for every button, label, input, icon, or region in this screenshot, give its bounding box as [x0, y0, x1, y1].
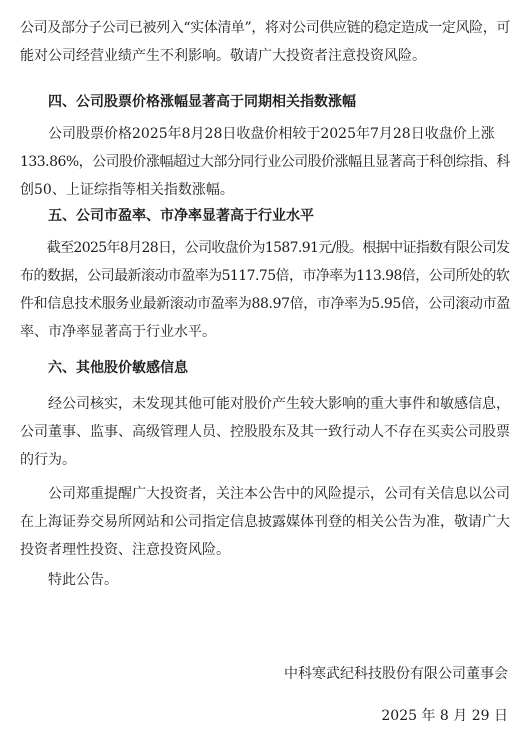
intro-paragraph — [20, 14, 510, 70]
section-4-paragraph — [20, 120, 510, 204]
reminder-line: 投资者理性投资、注意投资风险。 — [20, 542, 230, 558]
section-6-line: 公司董事、监事、高级管理人员、控股股东及其一致行动人不存在买卖公司股票 — [20, 424, 510, 440]
section-6-line: 的行为。 — [20, 452, 76, 468]
section-6-paragraph — [20, 390, 510, 474]
intro-line: 能对公司经营业绩产生不利影响。敬请广大投资者注意投资风险。 — [20, 48, 426, 64]
section-4-heading: 四、公司股票价格涨幅显著高于同期相关指数涨幅 — [48, 94, 356, 110]
section-5-paragraph — [20, 234, 510, 346]
section-6-heading: 六、其他股价敏感信息 — [48, 360, 188, 376]
closing-line: 特此公告。 — [20, 572, 118, 588]
section-4-line: 创50、上证综指等相关指数涨幅。 — [20, 182, 234, 198]
section-5-line: 件和信息技术服务业最新滚动市盈率为88.97倍，市净率为5.95倍，公司滚动市盈 — [20, 296, 510, 312]
intro-line: 公司及部分子公司已被列入“实体清单”，将对公司供应链的稳定造成一定风险，可 — [20, 20, 510, 36]
section-5-heading: 五、公司市盈率、市净率显著高于行业水平 — [48, 208, 314, 224]
section-4-line: 133.86%，公司股价涨幅超过大部分同行业公司股价涨幅且显著高于科创综指、科 — [20, 154, 510, 170]
section-6-line: 经公司核实，未发现其他可能对股价产生较大影响的重大事件和敏感信息， — [20, 396, 510, 412]
signature-date: 2025 年 8 月 29 日 — [381, 708, 508, 724]
section-5-line: 截至2025年8月28日，公司收盘价为1587.91元/股。根据中证指数有限公司发 — [20, 240, 510, 256]
reminder-line: 公司郑重提醒广大投资者，关注本公告中的风险提示，公司有关信息以公司 — [20, 486, 510, 502]
section-4-line: 公司股票价格2025年8月28日收盘价相较于2025年7月28日收盘价上涨 — [20, 126, 495, 142]
closing-paragraph — [20, 566, 510, 594]
section-5-line: 布的数据，公司最新滚动市盈率为5117.75倍，市净率为113.98倍，公司所处的软 — [20, 268, 510, 284]
reminder-line: 在上海证券交易所网站和公司指定信息披露媒体刊登的相关公告为准，敬请广大 — [20, 514, 510, 530]
signature-company: 中科寒武纪科技股份有限公司董事会 — [284, 666, 508, 682]
section-5-line: 率、市净率显著高于行业水平。 — [20, 324, 216, 340]
reminder-paragraph — [20, 480, 510, 564]
